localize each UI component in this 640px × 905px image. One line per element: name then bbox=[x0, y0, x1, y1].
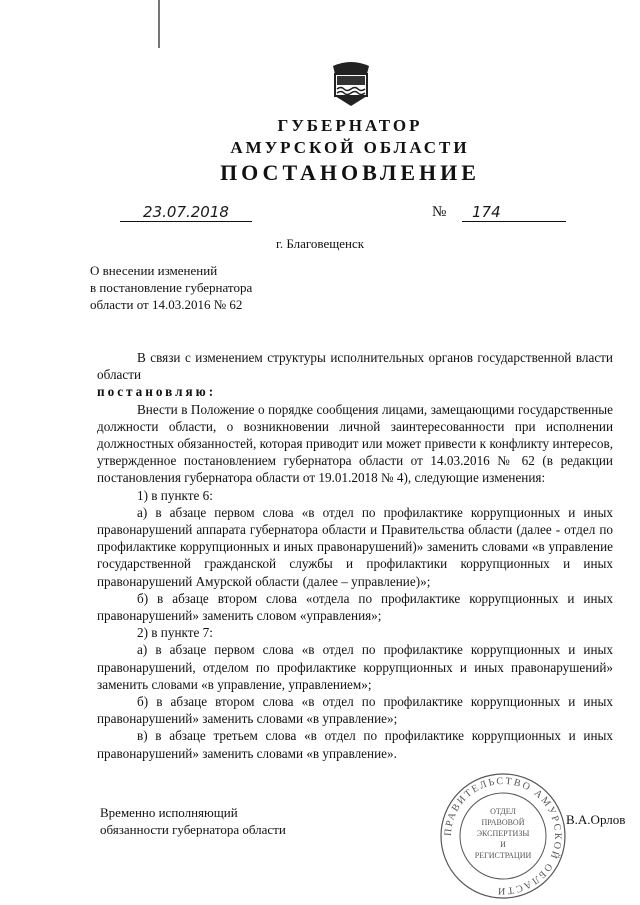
svg-text:И: И bbox=[500, 840, 506, 849]
body-paragraph: в) в абзаце третьем слова «в отдел по профилактике коррупционных и иных правонарушений» заменить словами «в управление». bbox=[97, 728, 613, 761]
svg-text:РЕГИСТРАЦИИ: РЕГИСТРАЦИИ bbox=[474, 851, 532, 860]
body-paragraph: б) в абзаце втором слова «в отдел по профилактике коррупционных и иных правонарушений» заменить словами «в управление»; bbox=[97, 694, 613, 727]
coat-of-arms-icon bbox=[329, 60, 373, 108]
svg-text:ПРАВИТЕЛЬСТВО АМУРСКОЙ ОБЛАСТИ: ПРАВИТЕЛЬСТВО АМУРСКОЙ ОБЛАСТИ bbox=[442, 775, 564, 897]
document-type: ПОСТАНОВЛЕНИЕ bbox=[220, 160, 480, 185]
subject-line: области от 14.03.2016 № 62 bbox=[90, 297, 243, 312]
svg-text:ЭКСПЕРТИЗЫ: ЭКСПЕРТИЗЫ bbox=[476, 829, 530, 838]
signatory-name: В.А.Орлов bbox=[566, 812, 626, 827]
body-paragraph: 2) в пункте 7: bbox=[137, 625, 213, 641]
svg-text:ОТДЕЛ: ОТДЕЛ bbox=[490, 807, 516, 816]
header-title: ГУБЕРНАТОР bbox=[277, 116, 423, 135]
registration-stamp-icon bbox=[437, 770, 569, 902]
body-paragraph: а) в абзаце первом слова «в отдел по профилактике коррупционных и иных правонарушений, отделом по профилактике коррупционных и иных правонарушений» заменить словами «в управление, управлением»; bbox=[97, 642, 613, 692]
document-date: 23.07.2018 bbox=[120, 203, 252, 222]
document-subject bbox=[90, 262, 252, 313]
subject-line: в постановление губернатора bbox=[90, 280, 253, 295]
number-sign: № bbox=[432, 204, 447, 220]
signatory-title-line: Временно исполняющий bbox=[100, 805, 238, 820]
body-paragraph: В связи с изменением структуры исполнительных органов государственной власти области bbox=[97, 350, 613, 383]
body-paragraph: 1) в пункте 6: bbox=[137, 487, 213, 503]
body-paragraph: а) в абзаце первом слова «в отдел по профилактике коррупционных и иных правонарушений аппарата губернатора области и Правительства области (далее - отдел по профилактике коррупционных и иных правонарушений)» заменить словами «в управление государственной гражданской службы и профилактики коррупционных и иных правонарушений Амурской области (далее – управление)»; bbox=[97, 504, 613, 589]
svg-text:ПРАВОВОЙ: ПРАВОВОЙ bbox=[481, 818, 525, 827]
signatory-title-line: обязанности губернатора области bbox=[100, 822, 286, 837]
signatory-title bbox=[100, 804, 286, 838]
header-region: АМУРСКОЙ ОБЛАСТИ bbox=[230, 138, 470, 157]
document-city: г. Благовещенск bbox=[275, 236, 365, 251]
body-paragraph: Внести в Положение о порядке сообщения лицами, замещающими государственные должности области, о возникновении личной заинтересованности при исполнении должностных обязанностей, которая приводит или может привести к конфликту интересов, утвержденное постановлением губернатора области от 14.03.2016 № 62 (в редакции постановления губернатора области от 19.01.2018 № 4), следующие изменения: bbox=[97, 401, 613, 486]
decree-word: постановляю: bbox=[97, 384, 217, 400]
document-body bbox=[97, 349, 613, 762]
body-paragraph: б) в абзаце втором слова «отдела по профилактике коррупционных и иных правонарушений» заменить словом «управления»; bbox=[97, 590, 613, 624]
scan-artifact-line bbox=[158, 0, 160, 48]
subject-line: О внесении изменений bbox=[90, 263, 218, 278]
document-number: 174 bbox=[462, 203, 566, 222]
